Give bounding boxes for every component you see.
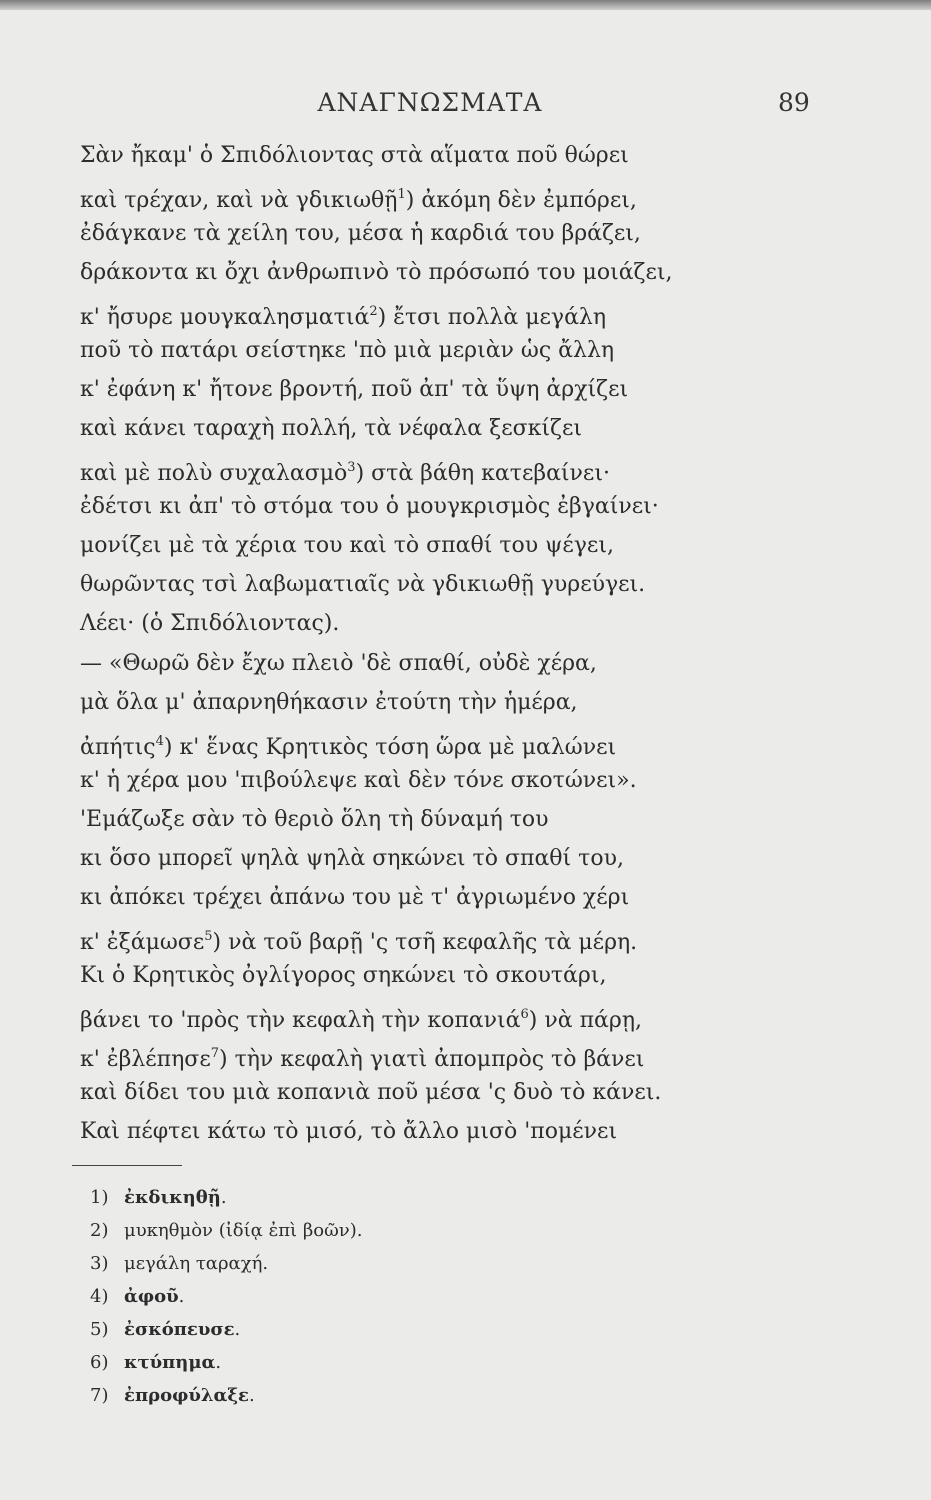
running-header-title: ΑΝΑΓΝΩΣΜΑΤΑ [317,88,543,117]
footnote-ref: 5 [204,929,213,944]
footnote: 2) μυκηθμὸν (ἰδίᾳ ἐπὶ βοῶν). [90,1220,363,1241]
verse-line: μονίζει μὲ τὰ χέρια του καὶ τὸ σπαθί του ψέγει, [80,533,614,558]
footnote: 6) κτύπημα. [90,1352,222,1373]
footnote-ref: 7 [210,1046,219,1061]
footnote-ref: 1 [397,187,406,202]
footnote-rule [72,1165,182,1166]
footnote: 5) ἐσκόπευσε. [90,1319,241,1340]
verse-line: Κι ὁ Κρητικὸς ὀγλίγορος σηκώνει τὸ σκουτάρι, [80,963,607,988]
verse-line: κ' ἐφάνη κ' ἤτονε βροντή, ποῦ ἀπ' τὰ ὕψη ἀρχίζει [80,377,629,402]
verse-line: 'Εμάζωξε σὰν τὸ θεριὸ ὅλη τὴ δύναμή του [80,807,549,832]
verse-line: κι ὅσο μπορεῖ ψηλὰ ψηλὰ σηκώνει τὸ σπαθί του, [80,846,624,871]
verse-line: καὶ κάνει ταραχὴ πολλή, τὰ νέφαλα ξεσκίζει [80,416,583,441]
verse-line: βάνει το 'πρὸς τὴν κεφαλὴ τὴν κοπανιά$^6$) νὰ πάρῃ, [80,1007,643,1033]
top-edge-shadow [0,0,931,10]
footnote-ref: 3 [347,460,356,475]
verse-line: ποῦ τὸ πατάρι σείστηκε 'πὸ μιὰ μεριὰν ὡς ἄλλη [80,338,615,363]
verse-line: μὰ ὅλα μ' ἀπαρνηθήκασιν ἐτούτη τὴν ἡμέρα, [80,690,578,715]
verse-line: ἀπήτις$^4$) κ' ἕνας Κρητικὸς τόση ὥρα μὲ μαλώνει [80,734,617,760]
footnote-ref: 2 [369,304,378,319]
verse-line: κ' ἤσυρε μουγκαλησματιά$^2$) ἔτσι πολλὰ μεγάλη [80,304,607,330]
verse-line: καὶ μὲ πολὺ συχαλασμὸ$^3$) στὰ βάθη κατεβαίνει· [80,460,610,486]
footnote-ref: 4 [155,734,164,749]
verse-line-speaker: Λέει· (ὁ Σπιδόλιοντας). [80,611,340,636]
verse-line: Καὶ πέφτει κάτω τὸ μισό, τὸ ἄλλο μισὸ 'πομένει [80,1119,618,1144]
verse-line: κ' ἐξάμωσε$^5$) νὰ τοῦ βαρῇ 'ς τσῆ κεφαλῆς τὰ μέρη. [80,929,638,955]
footnote: 4) ἀφοῦ. [90,1286,185,1307]
verse-line: κι ἀπόκει τρέχει ἀπάνω του μὲ τ' ἀγριωμένο χέρι [80,885,630,910]
verse-line: κ' ἐβλέπησε$^7$) τὴν κεφαλὴ γιατὶ ἀπομπρὸς τὸ βάνει [80,1046,645,1072]
verse-line: ἐδέτσι κι ἀπ' τὸ στόμα του ὁ μουγκρισμὸς ἐβγαίνει· [80,494,659,519]
verse-line: θωρῶντας τσὶ λαβωματιαῖς νὰ γδικιωθῇ γυρεύγει. [80,572,646,597]
verse-line: Σὰν ἤκαμ' ὁ Σπιδόλιοντας στὰ αἵματα ποῦ θώρει [80,143,629,168]
footnote: 3) μεγάλη ταραχή. [90,1253,269,1274]
footnote: 1) ἐκδικηθῇ. [90,1187,227,1208]
footnote-ref: 6 [520,1007,529,1022]
page-number: 89 [778,88,810,117]
verse-line: καὶ δίδει του μιὰ κοπανιὰ ποῦ μέσα 'ς δυὸ τὸ κάνει. [80,1080,662,1105]
verse-line: καὶ τρέχαν, καὶ νὰ γδικιωθῇ$^1$) ἀκόμη δὲν ἐμπόρει, [80,187,637,213]
footnote: 7) ἐπροφύλαξε. [90,1385,255,1406]
verse-line: δράκοντα κι ὄχι ἀνθρωπινὸ τὸ πρόσωπό του μοιάζει, [80,260,673,285]
verse-line: — «Θωρῶ δὲν ἔχω πλειὸ 'δὲ σπαθί, οὐδὲ χέρα, [80,651,597,676]
verse-line: ἐδάγκανε τὰ χείλη του, μέσα ἡ καρδιά του βράζει, [80,221,641,246]
verse-line: κ' ἡ χέρα μου 'πιβούλεψε καὶ δὲν τόνε σκοτώνει». [80,768,637,793]
